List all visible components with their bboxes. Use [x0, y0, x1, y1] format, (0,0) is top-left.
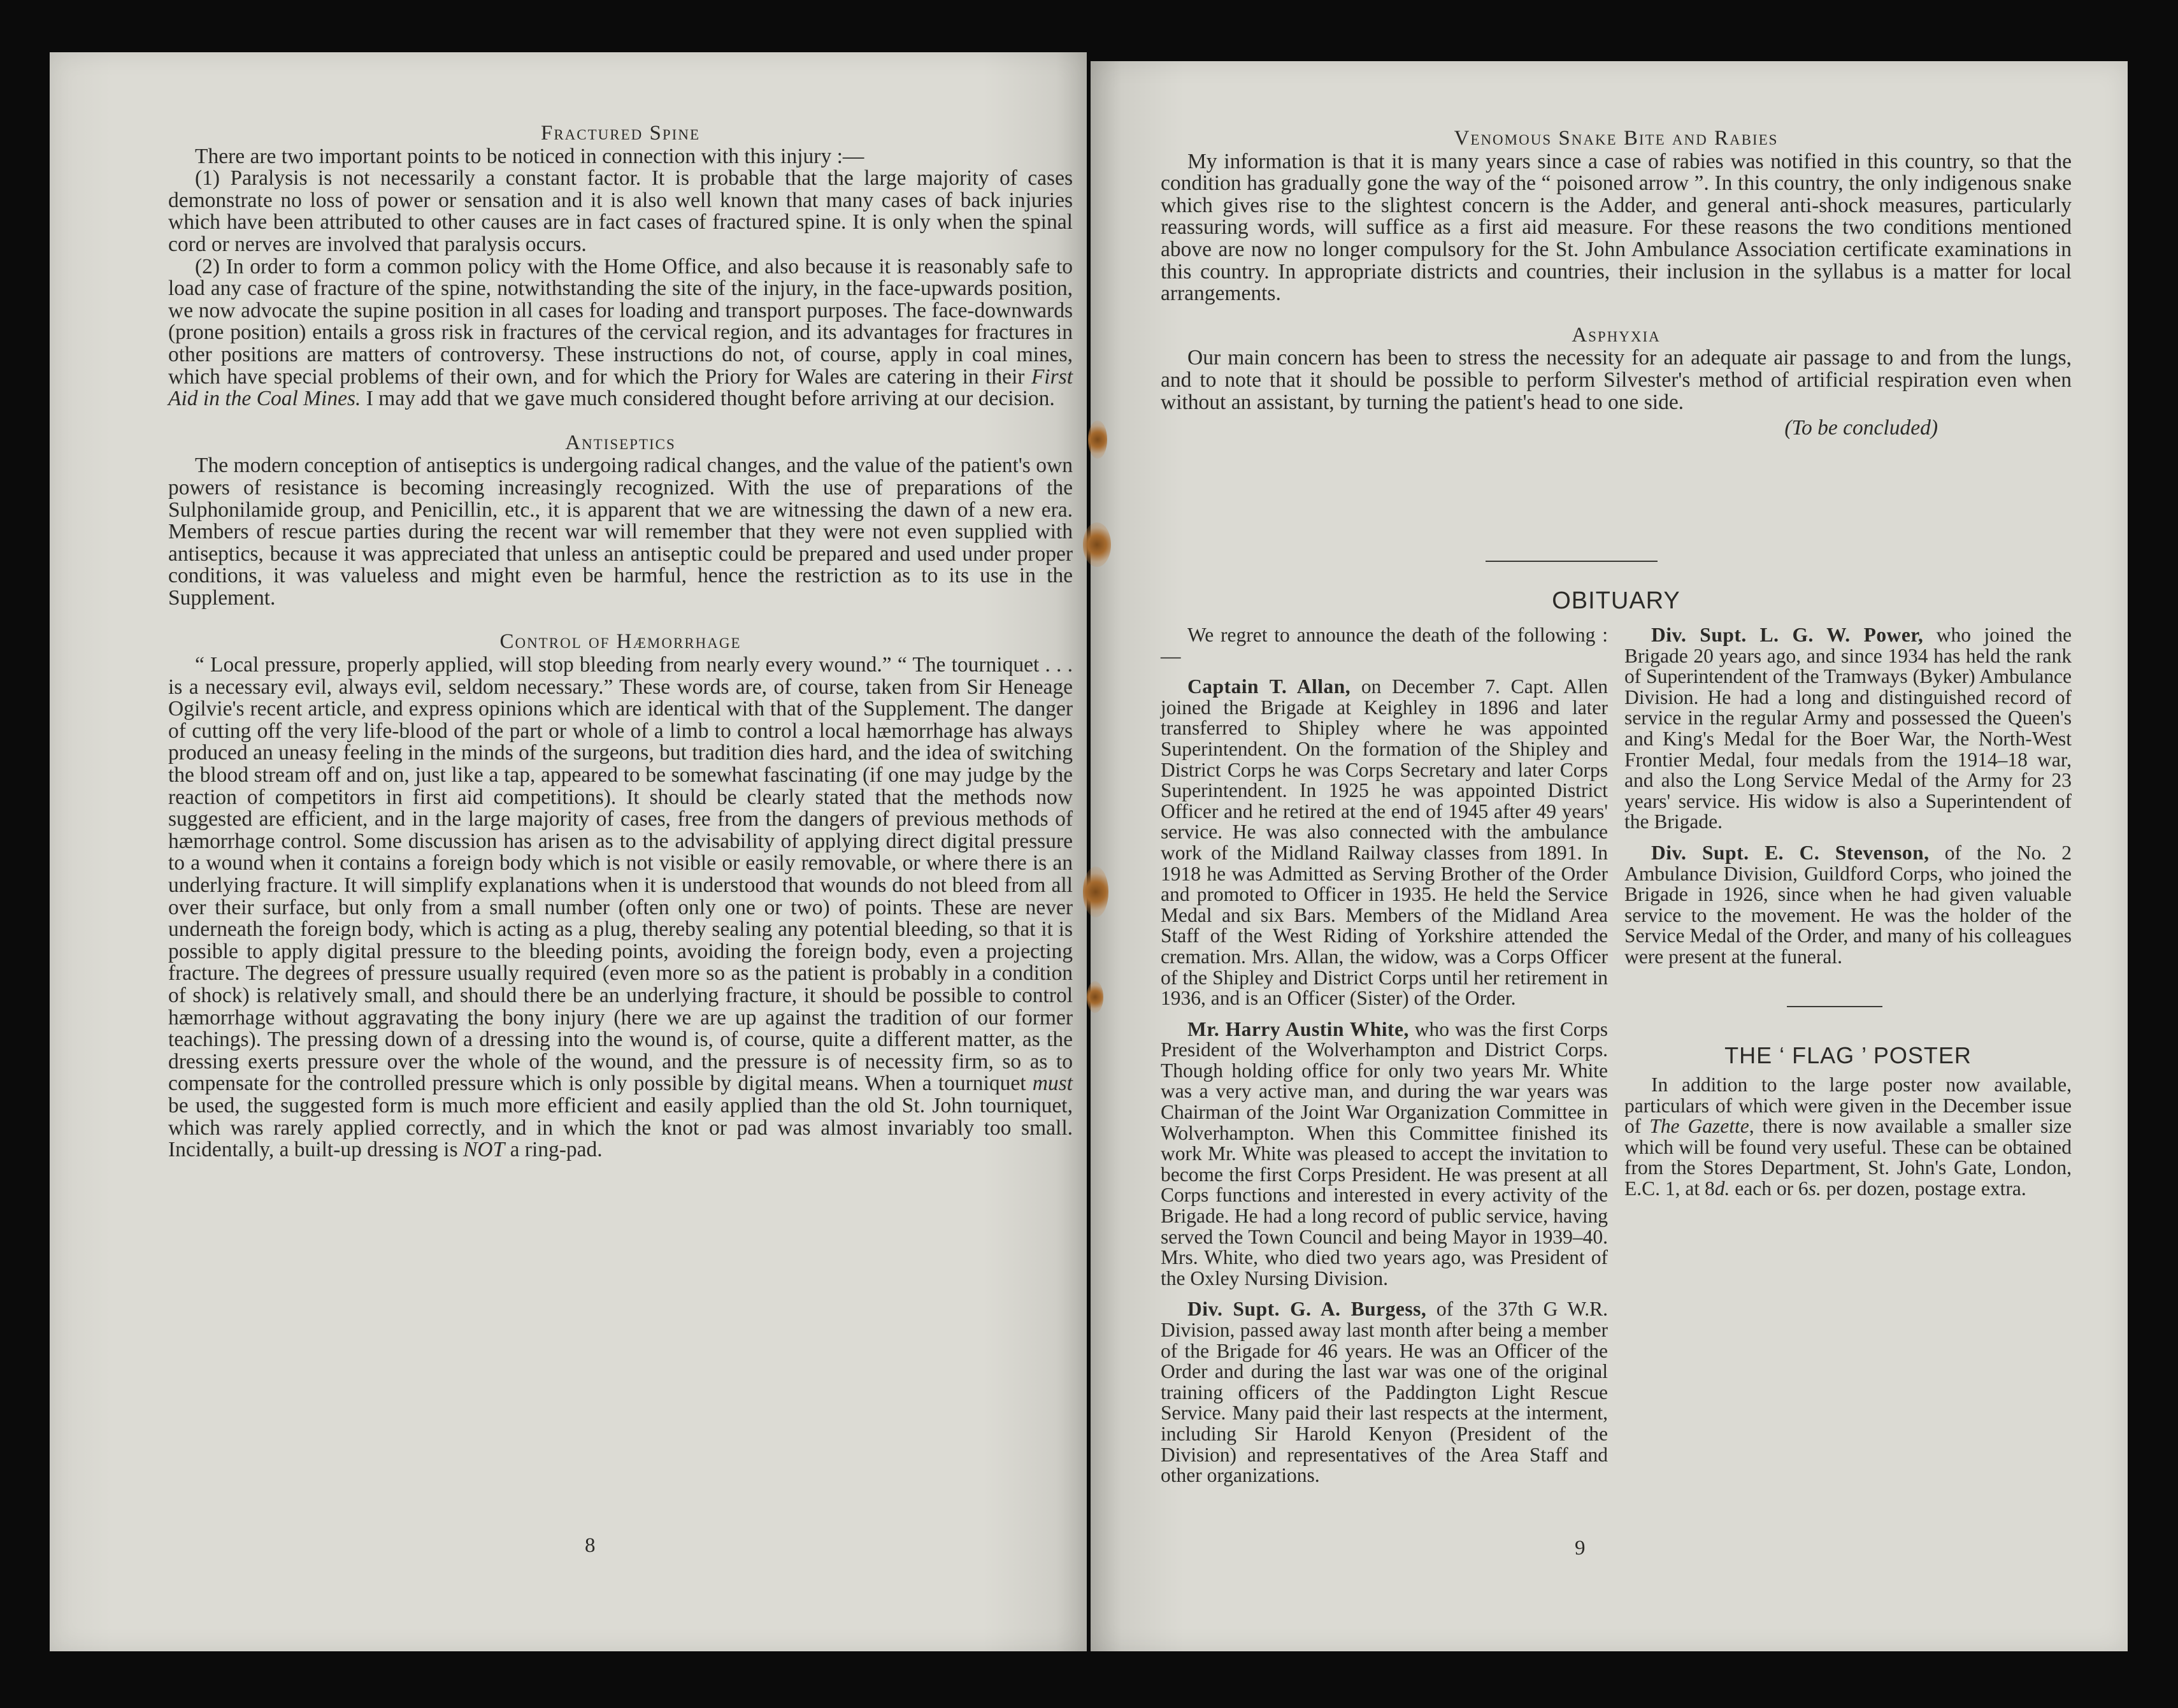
left-page: [50, 52, 1087, 1651]
obituary-entry-burgess: Div. Supt. G. A. Burgess, of the 37th G W.R. Division, passed away last month after being a member of the Brigade for 46 years. He was an Officer of the Order and during the last war was one of the original training officers of the Paddington Light Rescue Service. Many paid their last respects at the interment, including Sir Harold Kenyon (President of the Division) and representatives of the Area Staff and other organizations.: [1161, 1298, 1608, 1487]
left-column: [168, 122, 1073, 1161]
antiseptics-paragraph: The modern conception of antiseptics is undergoing radical changes, and the value of the patient's own powers of resistance is becoming increasingly recognized. With the use of preparations of the Sulphonilamide group, and Penicillin, etc., it is apparent that we are witnessing the dawn of a new era. Members of rescue parties during the recent war will remember that they were not even supplied with antiseptics, because it was appreciated that unless an antiseptic could be prepared and used under proper conditions, it was valueless and might even be harmful, hence the restriction as to its use in the Supplement.: [168, 454, 1073, 610]
obituary-entry-allan: Captain T. Allan, on December 7. Capt. Allen joined the Brigade at Keighley in 1896 and later transferred to Shipley where he was appointed Superintendent. On the formation of the Shipley and District Corps he was Corps Secretary and later Corps Superintendent. In 1925 he was appointed District Officer and he retired at the end of 1945 after 49 years' service. He was also connected with the ambulance work of the Midland Railway classes from 1891. In 1918 he was Admitted as Serving Brother of the Order and promoted to Officer in 1935. He held the Service Medal and six Bars. Members of the Midland Area Staff of the West Riding of Yorkshire attended the cremation. Mrs. Allan, the widow, was a Corps Officer of the Shipley and District Corps until her retirement in 1936, and is an Officer (Sister) of the Order.: [1161, 675, 1608, 1010]
obituary-entry-white: Mr. Harry Austin White, who was the first Corps President of the Wolverhampton and District Corps. Though holding office for only two years Mr. White was a very active man, and during the war years was Chairman of the Joint War Organization Committee in Wolverhampton. When this Committee finished its work Mr. White was pleased to accept the invitation to become the first Corps President. He was present at all Corps functions and interested in every activity of the Brigade. He had a long record of public service, having served the Town Council and being Mayor in 1939–40. Mrs. White, who died two years ago, was President of the Oxley Nursing Division.: [1161, 1017, 1608, 1289]
obituary-column-1: [1161, 625, 1608, 1486]
fractured-spine-intro: There are two important points to be noticed in connection with this injury :—: [195, 144, 864, 168]
coal-mines-title: First Aid in the Coal Mines.: [168, 364, 1073, 411]
rust-stain-upper: [1088, 420, 1107, 459]
rust-stain-lower-2: [1087, 981, 1103, 1013]
page-number-left: 8: [585, 1534, 596, 1557]
snake-bite-paragraph: My information is that it is many years since a case of rabies was notified in this country, so that the condition has gradually gone the way of the “ poisoned arrow ”. In this country, the only indigenous snake which gives rise to the slightest concern is the Adder, and general anti-shock measures, particularly reassuring words, will suffice as a first aid measure. For these reasons the two conditions mentioned above are now no longer compulsory for the St. John Ambulance Association certificate examinations in this country. In appropriate districts and countries, their inclusion in the syllabus is a matter for local arrangements.: [1161, 149, 2072, 306]
obituary-intro: We regret to announce the death of the following :—: [1161, 624, 1608, 667]
obituary-heading: OBITUARY: [1552, 587, 1680, 614]
snake-bite-heading: Venomous Snake Bite and Rabies: [1454, 127, 1779, 150]
right-column-top: [1161, 127, 2072, 440]
asphyxia-heading: Asphyxia: [1572, 323, 1661, 347]
poster-divider: [1787, 1006, 1882, 1007]
haemorrhage-heading: Control of Hæmorrhage: [499, 630, 742, 654]
rust-stain-upper-2: [1083, 522, 1111, 567]
flag-poster-paragraph: In addition to the large poster now available, particulars of which were given in the December issue of The Gazette, there is now available a smaller size which will be found very useful. These can be obtained from the Stores Department, St. John's Gate, London, E.C. 1, at 8d. each or 6s. per dozen, postage extra.: [1624, 1073, 2072, 1200]
obituary-entry-power: Div. Supt. L. G. W. Power, who joined the Brigade 20 years ago, and since 1934 has held the rank of Superintendent of the Tramways (Byker) Ambulance Division. He had a long and distinguished record of service in the regular Army and possessed the Queen's and King's Medal for the Boer War, the North-West Frontier Medal, four medals from the 1914–18 war, and also the Long Service Medal of the Army for 23 years' service. His widow is also a Superintendent of the Brigade.: [1624, 624, 2072, 833]
section-divider: [1486, 561, 1658, 562]
haemorrhage-paragraph: “ Local pressure, properly applied, will stop bleeding from nearly every wound.” “ The tourniquet . . . is a necessary evil, always evil, seldom necessary.” These words are, of course, taken from Sir Heneage Ogilvie's recent article, and express opinions which are identical with that of the Supplement. The danger of cutting off the very life-blood of the part or whole of a limb to control a local hæmorrhage has always produced an uneasy feeling in the minds of the surgeons, but tradition dies hard, and the idea of switching the blood stream off and on, just like a tap, appeared to be somewhat fascinating (if one may judge by the reaction of competitors in first aid competitions). It should be clearly stated that the methods now suggested are efficient, and in the large majority of cases, free from the dangers of previous methods of hæmorrhage control. Some discussion has arisen as to the advisability of applying direct digital pressure to a wound when it contains a foreign body which is not visible or easily removable, or where there is an underlying fracture. It will simplify explanations when it is understood that wounds do not bleed from all over their surface, but only from a small number (often only one or two) of points. These are never underneath the foreign body, which is acting as a plug, thereby sealing any potential bleeding, so that it is possible to apply digital pressure to the bleeding points, avoiding the foreign body, even a projecting fracture. The degrees of pressure usually required (even more so as the patient is probably in a condition of shock) is relatively small, and should there be an underlying fracture, it should be possible to control hæmorrhage without aggravating the bony injury (here we are up against the tradition of our former teachings). The pressing down of a dressing into the wound is, of course, quite a different matter, as the dressing exerts pressure over the whole of the wound, and the pressure is of necessity firm, so as to compensate for the controlled pressure which is only possible by digital means. When a tourniquet must be used, the suggested form is much more efficient and easily applied than the old St. John tourniquet, which was rarely applied correctly, and in which the knot or pad was almost invariably too small. Incidentally, a built-up dressing is NOT a ring-pad.: [168, 653, 1073, 1162]
obituary-entry-stevenson: Div. Supt. E. C. Stevenson, of the No. 2 Ambulance Division, Guildford Corps, who joined the Brigade in 1926, since when he had given valuable service to the movement. He was the holder of the Service Medal of the Order, and many of his colleagues were present at the funeral.: [1624, 841, 2072, 968]
fractured-spine-heading: Fractured Spine: [540, 122, 701, 145]
obituary-column-2: [1624, 625, 2072, 1200]
fractured-spine-point-1: (1) Paralysis is not necessarily a constant factor. It is probable that the large majority of cases demonstrate no loss of power or sensation and it is also well known that many cases of back injuries which have been attributed to other causes are in fact cases of fractured spine. It is only when the spinal cord or nerves are involved that paralysis occurs.: [168, 166, 1073, 256]
fractured-spine-point-2: (2) In order to form a common policy with the Home Office, and also because it is reasonably safe to load any case of fracture of the spine, notwithstanding the site of the injury, in the face-upwards position, we now advocate the supine position in all cases for loading and transport purposes. The face-downwards (prone position) entails a gross risk in fractures of the cervical region, and its advantages for fractures in other positions are matters of controversy. These instructions do not, of course, apply in coal mines, which have special problems of their own, and for which the Priory for Wales are catering in their First Aid in the Coal Mines. I may add that we gave much considered thought before arriving at our decision.: [168, 254, 1073, 411]
rust-stain-lower: [1083, 866, 1108, 917]
antiseptics-heading: Antiseptics: [565, 431, 676, 454]
to-be-concluded: (To be concluded): [1784, 416, 1938, 440]
flag-poster-heading: THE ‘ FLAG ’ POSTER: [1724, 1042, 1972, 1068]
right-page: [1091, 61, 2128, 1651]
asphyxia-paragraph: Our main concern has been to stress the necessity for an adequate air passage to and from the lungs, and to note that it should be possible to perform Silvester's method of artificial respiration even when without an assistant, by turning the patient's head to one side.: [1161, 346, 2072, 414]
page-number-right: 9: [1575, 1537, 1586, 1560]
